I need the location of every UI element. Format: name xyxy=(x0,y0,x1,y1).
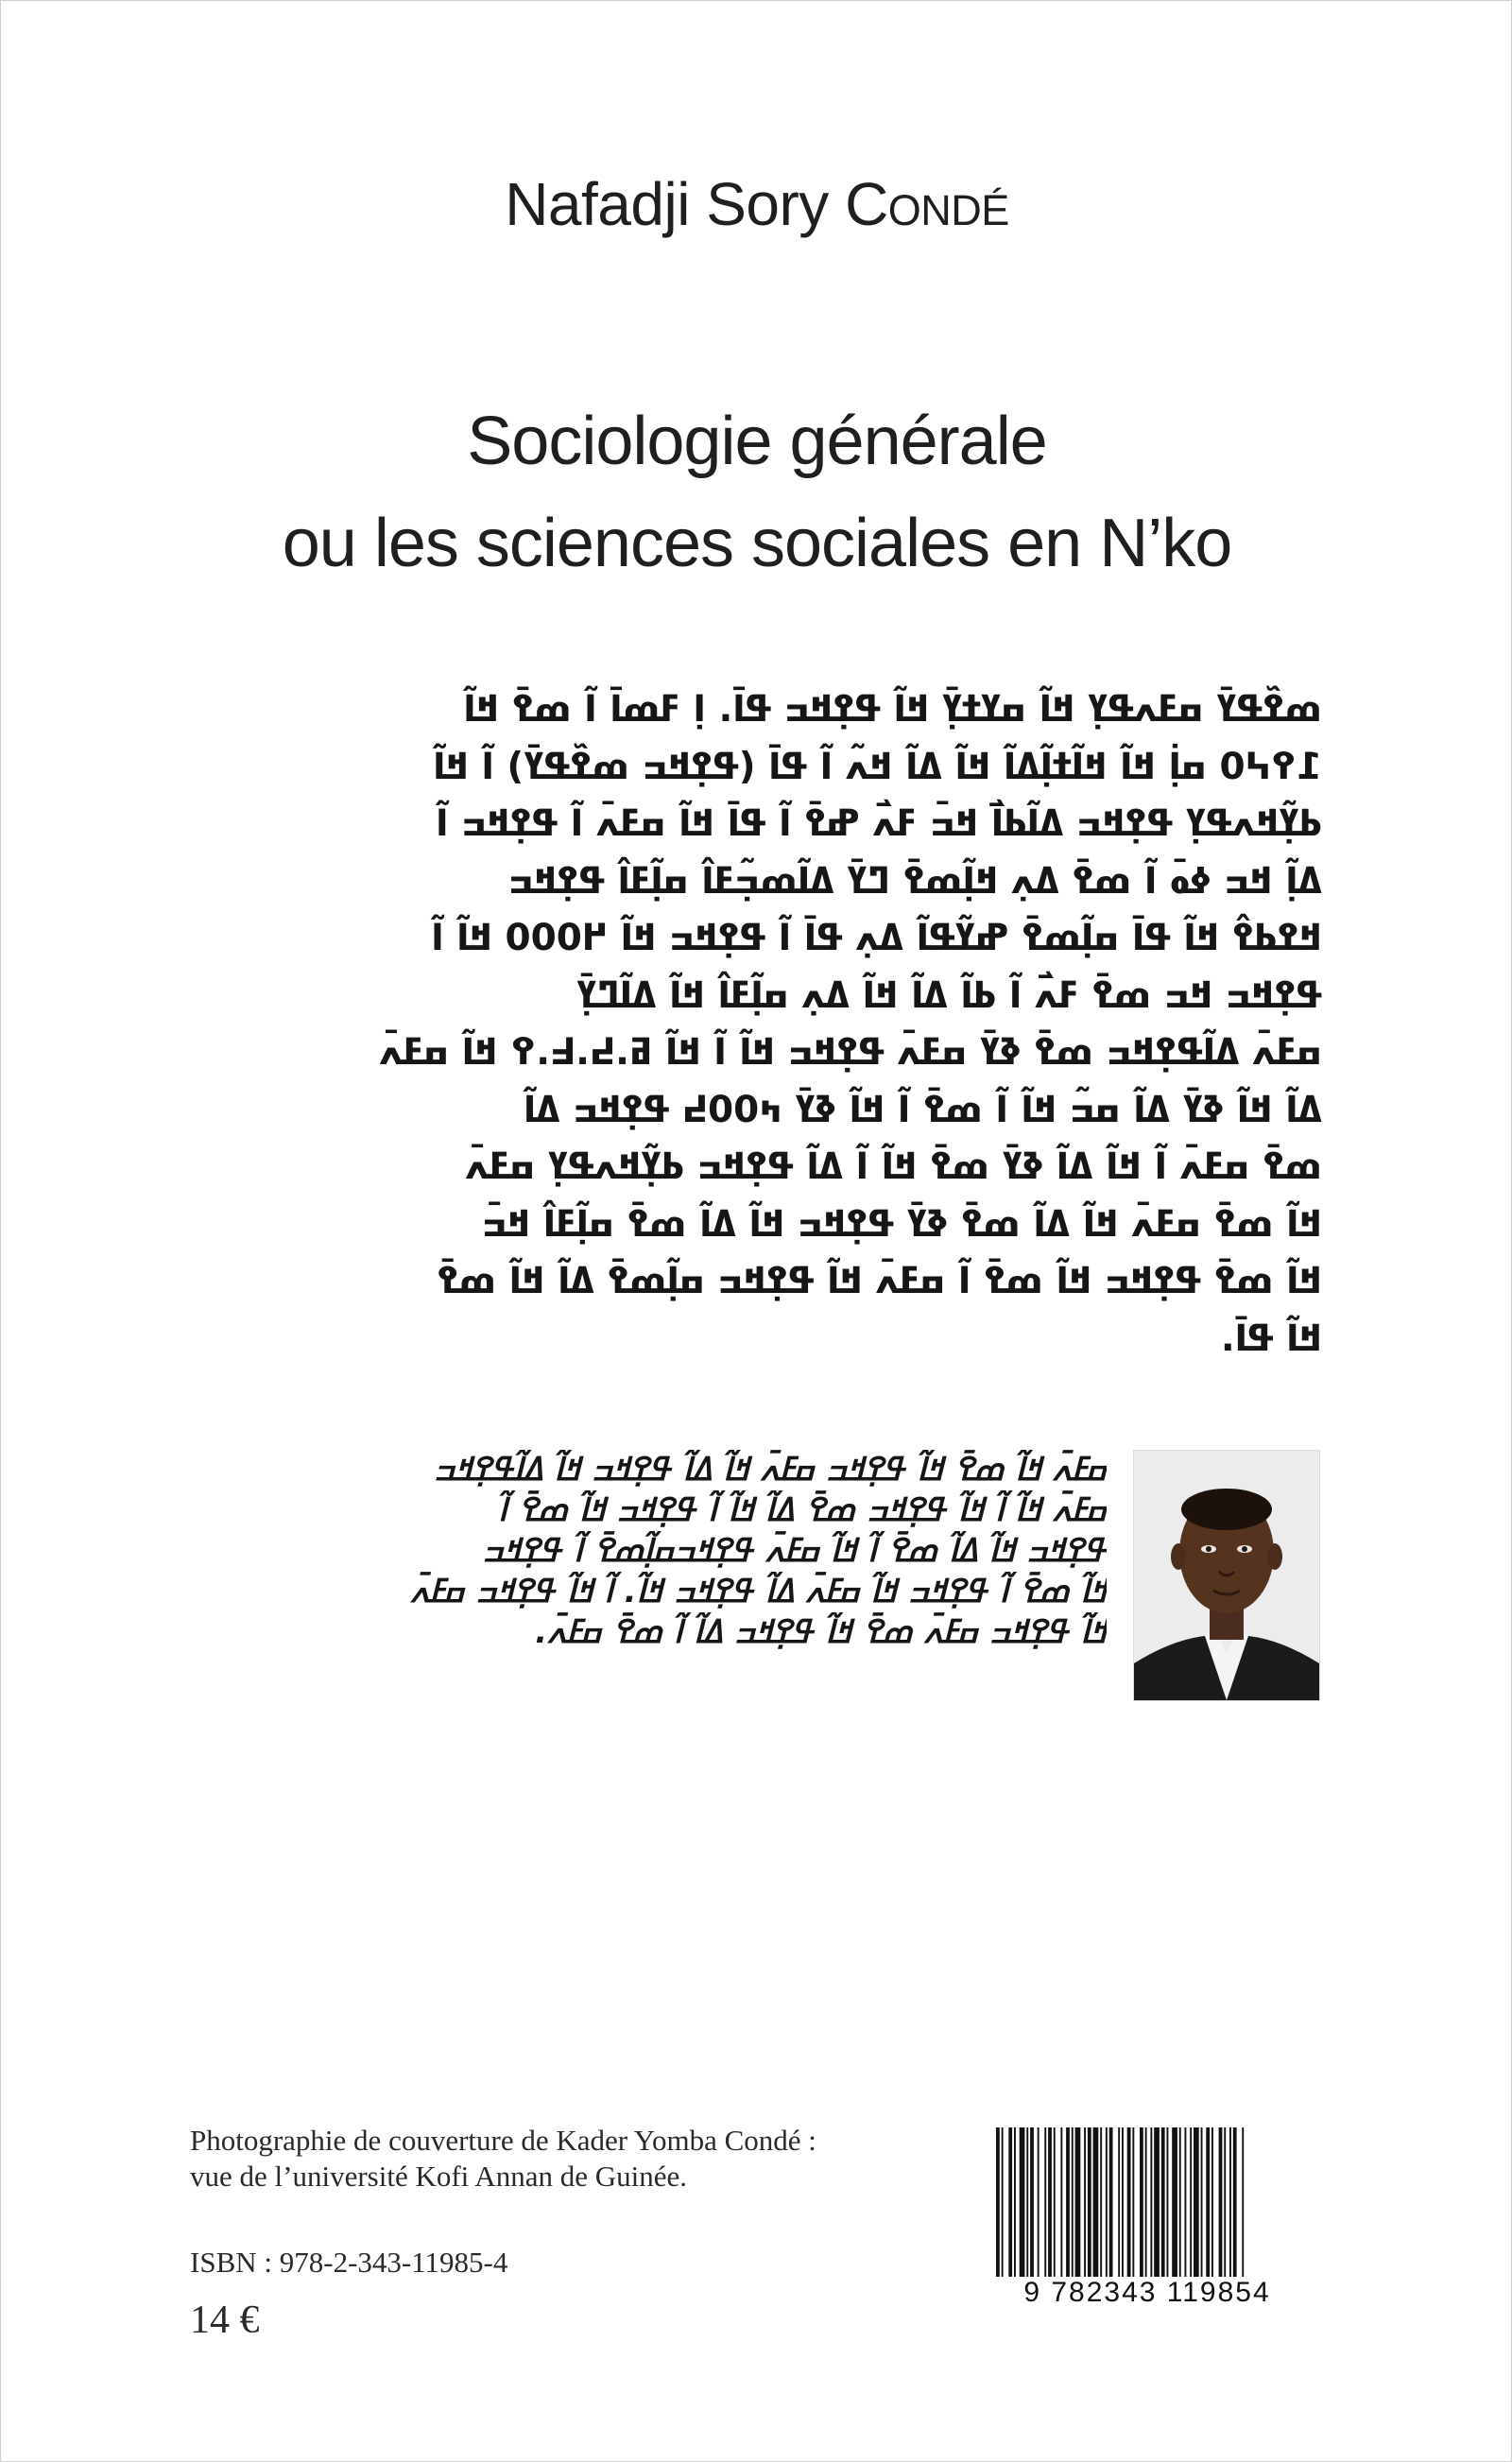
barcode-bar xyxy=(1150,2127,1152,2290)
barcode-bar xyxy=(1233,2127,1237,2290)
barcode-bar xyxy=(1072,2127,1074,2290)
price: 14 € xyxy=(190,2298,260,2342)
barcode-bar xyxy=(1132,2127,1134,2290)
barcode-bar xyxy=(1100,2127,1102,2290)
author-last-name: Condé xyxy=(845,170,1009,238)
barcode-bar xyxy=(1109,2127,1113,2290)
barcode-bar xyxy=(1030,2127,1034,2290)
author-name xyxy=(1,169,1512,239)
barcode-bar xyxy=(1008,2127,1012,2290)
nko-bio-line: ߛߓߍ߫ ߞߊ߬ ߊ߬ ߞߊ߬ ߟߐ߲ߞߏ ߘߐ߫ ߡߊ߬ ߞߊ߬ ߊ߬ ߟߐ߲ߞߏ ߞߊ߬ ߘߐ߫ ߊ߬ xyxy=(498,1491,1107,1529)
book-title xyxy=(1,390,1512,594)
nko-summary-line: ߘߐ߫ ߛߓߍ߫ ߊ߬ ߞߊ߬ ߡߊ߬ ߢߌ߫ ߘߐ߫ ߞߊ߬ ߊ߬ ߡߊ߬ ߟߐ߲ߞߏ ߕߌ߲߬ߞߍߟߌ߲ ߛߓߍ߫ xyxy=(465,1145,1322,1188)
nko-summary-line: ߞߊ߬ ߟߊ߫. xyxy=(1220,1317,1322,1360)
nko-summary-line: ߛߓߍ߫ ߡߊ߬ߟߐ߲ߞߏ ߘߐ߫ ߢߌ߫ ߛߓߍ߫ ߟߐ߲ߞߏ ߞߊ߬ ߊ߬ ߞߊ߬ ߥ.߄.߃.߉ ߞߊ߬ ߛߓߍ߫ xyxy=(379,1031,1322,1074)
nko-summary-line: ߁߉߆߀ ߛߊ߲߭ ߞߊ߬ ߞߊ߬ߙߊ߲߬ߡߊ߬ ߞߊ߬ ߡߊ߬ ߞߍ߬ ߊ߬ ߟߊ߫ (ߟߐ߲ߞߏ ߘߐ߰ߟߌ߫) ߊ߬ ߞߊ߬ xyxy=(433,745,1322,788)
barcode-bar xyxy=(1224,2127,1226,2290)
nko-bio-line: ߛߓߍ߫ ߞߊ߬ ߘߐ߫ ߞߊ߬ ߟߐ߲ߞߏ ߛߓߍ߫ ߞߊ߬ ߡߊ߬ ߟߐ߲ߞߏ ߞߊ߬ ߡߊ߬ߟߐ߲ߞߏ xyxy=(433,1451,1107,1489)
nko-author-bio xyxy=(204,1450,1107,1653)
photo-credit-line-1: Photographie de couverture de Kader Yomba Condé : xyxy=(190,2124,816,2157)
nko-summary-line: ߡߊ߬ ߞߊ߬ ߢߌ߫ ߡߊ߬ ߛߏ߬ ߞߊ߬ ߊ߬ ߘߐ߫ ߊ߬ ߞߊ߬ ߢߌ߫ ߤ߀߀߄ ߟߐ߲ߞߏ ߡߊ߬ xyxy=(523,1088,1322,1131)
barcode-bar xyxy=(1020,2127,1025,2290)
nko-summary-line: ߞߊ߬ ߘߐ߫ ߛߓߍ߫ ߞߊ߬ ߡߊ߬ ߘߐ߫ ߢߌ߫ ߟߐ߲ߞߏ ߞߊ߬ ߡߊ߬ ߘߐ߫ ߛߊ߲߬ߓߊ߮ ߞߏ߫ xyxy=(481,1202,1322,1246)
barcode-bar xyxy=(1140,2127,1143,2290)
barcode-bar xyxy=(1106,2127,1108,2290)
barcode-bar xyxy=(1145,2127,1147,2290)
photo-credit xyxy=(190,2123,946,2195)
barcode-bar xyxy=(1038,2127,1040,2290)
barcode-bar xyxy=(1014,2127,1016,2290)
isbn: ISBN : 978-2-343-11985-4 xyxy=(190,2246,508,2279)
barcode-bar xyxy=(1185,2127,1187,2290)
nko-summary-line: ߞߐߕߐ߮ ߞߊ߬ ߟߊ߫ ߛߊ߲߬ߘߐ߫ ߝߌ߬ߟߊ߬ ߡߍ߲ ߟߊ߫ ߊ߬ ߟߐ߲ߞߏ ߞߊ߬ ߂߀߀߀ ߞߊ߬ ߊ߬ xyxy=(431,917,1322,959)
barcode-bar xyxy=(1201,2127,1203,2290)
nko-summary-line: ߞߊ߬ ߘߐ߫ ߟߐ߲ߞߏ ߞߊ߬ ߘߐ߫ ߊ߬ ߛߓߍ߫ ߞߊ߬ ߟߐ߲ߞߏ ߛߊ߲߬ߘߐ߫ ߡߊ߬ ߞߊ߬ ߘߐ߫ xyxy=(437,1260,1322,1302)
barcode-bar xyxy=(1044,2127,1046,2290)
nko-bio-line: ߟߐ߲ߞߏ ߞߊ߬ ߡߊ߬ ߘߐ߫ ߊ߬ ߞߊ߬ ߛߓߍ߫ ߟߐ߲ߞߏߛߊ߲߬ߘߐ߫ ߊ߬ ߟߐ߲ߞߏ xyxy=(482,1532,1107,1570)
barcode-bar xyxy=(1179,2127,1181,2290)
barcode-bar xyxy=(1211,2127,1213,2290)
nko-summary-line: ߟߐ߲ߞߏ ߞߏ ߘߐ߫ ߓߍ߯ ߊ߬ ߕߊ߬ ߡߊ߬ ߞߊ߬ ߡߍ߲ ߛߊ߲߬ߓߊ߮ ߞߊ߬ ߡߊ߬ߣߌ߲߫ xyxy=(576,973,1322,1017)
barcode xyxy=(990,2127,1304,2326)
book-title-line-1: Sociologie générale xyxy=(467,404,1047,479)
barcode-bar xyxy=(1172,2127,1177,2290)
author-portrait-icon xyxy=(1134,1451,1319,1700)
barcode-bar xyxy=(1242,2127,1244,2290)
nko-summary-line: ߕߌ߲߬ߞߍߟߌ߲ ߟߐ߲ߞߏ ߡߊ߬ߕߊ߯ ߞߏ߫ ߓߍ߯ ߝߐ߫ ߊ߬ ߟߊ߫ ߞߊ߬ ߛߓߍ߫ ߊ߬ ߟߐ߲ߞߏ ߊ߬ xyxy=(436,802,1322,845)
photo-credit-line-2: vue de l’université Kofi Annan de Guinée. xyxy=(190,2160,687,2193)
barcode-bar xyxy=(1154,2127,1160,2290)
barcode-bar xyxy=(1167,2127,1169,2290)
barcode-bar xyxy=(1026,2127,1028,2290)
nko-bio-line: ߞߊ߬ ߘߐ߫ ߊ߬ ߟߐ߲ߞߏ ߞߊ߬ ߛߓߍ߫ ߡߊ߬ ߟߐ߲ߞߏ ߞߊ߬. ߊ߬ ߞߊ߬ ߟߐ߲ߞߏ ߛߓߍ߫ xyxy=(410,1573,1107,1610)
nko-summary-line: ߘߐ߰ߟߌ߫ ߛߓߍߟߌ߲ ߞߊ߬ ߛߌߙߌ߲߫ ߞߊ߬ ߟߐ߲ߞߏ ߟߊ߫. ߊ߲ ߓߘߊ߫ ߊ߬ ߘߐ߫ ߞߊ߬ xyxy=(463,688,1322,731)
nko-bio-line: ߞߊ߬ ߟߐ߲ߞߏ ߛߓߍ߫ ߘߐ߫ ߞߊ߬ ߟߐ߲ߞߏ ߡߊ߬ ߊ߬ ߘߐ߫ ߛߓߍ߫. xyxy=(535,1613,1107,1651)
barcode-bar xyxy=(1229,2127,1231,2290)
barcode-bar xyxy=(1161,2127,1165,2290)
barcode-icon xyxy=(990,2127,1304,2290)
barcode-bar xyxy=(1206,2127,1210,2290)
barcode-bar xyxy=(1054,2127,1056,2290)
nko-summary xyxy=(198,681,1322,1368)
book-title-line-2: ou les sciences sociales en N’ko xyxy=(282,506,1232,581)
barcode-bar xyxy=(1122,2127,1124,2290)
barcode-bar xyxy=(1060,2127,1062,2290)
barcode-bar xyxy=(1093,2127,1099,2290)
barcode-bar xyxy=(1118,2127,1120,2290)
barcode-bar xyxy=(1219,2127,1223,2290)
barcode-bar xyxy=(996,2127,1000,2290)
barcode-bar xyxy=(1048,2127,1052,2290)
barcode-bar xyxy=(1190,2127,1192,2290)
author-first-name: Nafadji Sory xyxy=(505,170,846,238)
barcode-bar xyxy=(1127,2127,1131,2290)
barcode-bar xyxy=(1088,2127,1091,2290)
barcode-bar xyxy=(1066,2127,1070,2290)
barcode-bar xyxy=(1084,2127,1086,2290)
barcode-digits: 9 782343 119854 xyxy=(990,2277,1304,2309)
barcode-bar xyxy=(1075,2127,1081,2290)
author-photo xyxy=(1133,1450,1320,1701)
barcode-bar xyxy=(1194,2127,1199,2290)
nko-summary-line: ߡߊ߲߬ ߞߏ ߦߋ߫ ߊ߬ ߘߐ߫ ߡߍ߲ ߞߊ߲߬ߘߐ߫ ߣߌ߫ ߡߊ߬ߘߏ߲߬ߓߊ߮ ߛߊ߲߬ߓߊ߮ ߟߐ߲ߞߏ xyxy=(507,859,1322,903)
barcode-bar xyxy=(1002,2127,1004,2290)
